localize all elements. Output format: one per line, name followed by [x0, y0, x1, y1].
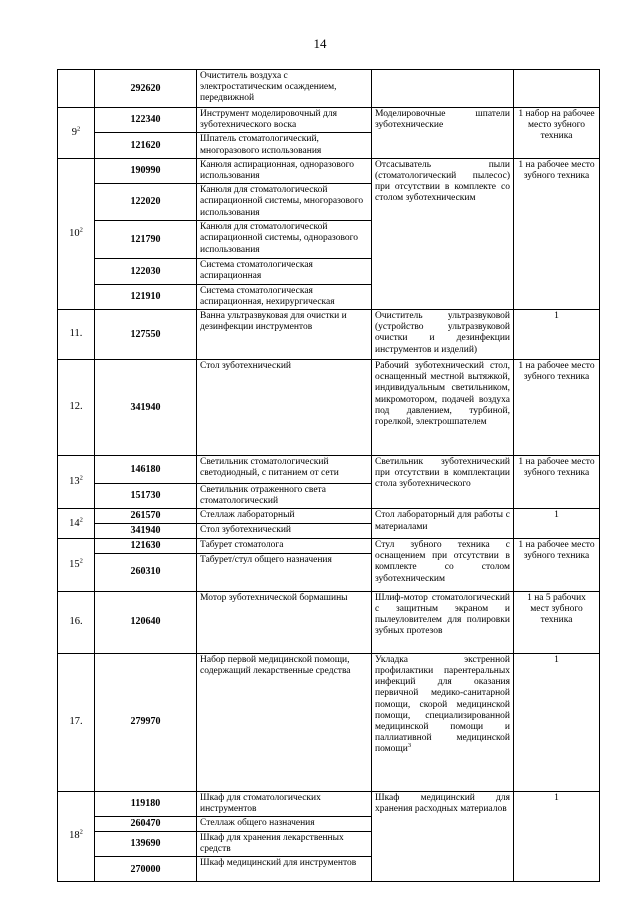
name-cell: Набор первой медицинской помощи, содержащий лекарственные средства: [197, 653, 372, 791]
code-cell: 121630: [95, 539, 197, 554]
quantity-cell: 1: [514, 310, 600, 360]
row-number-cell: $13^2$: [58, 456, 95, 509]
quantity-cell: 1 набор на рабочее место зубного техника: [514, 108, 600, 159]
code-cell: 127550: [95, 310, 197, 360]
quantity-cell: 1: [514, 509, 600, 539]
requirement-cell: Очиститель ультразвуковой (устройство ультразвуковой очистки и дезинфекции инструментов и изделий): [372, 310, 514, 360]
row-number-cell: $15^2$: [58, 539, 95, 592]
code-cell: 121790: [95, 221, 197, 259]
requirement-cell: [372, 70, 514, 108]
name-cell: Светильник отраженного света стоматологический: [197, 484, 372, 509]
requirement-cell: Отсасыватель пыли (стоматологический пылесос) при отсутствии в комплекте со столом зуботехническим: [372, 158, 514, 309]
code-cell: 119180: [95, 791, 197, 816]
code-cell: 279970: [95, 653, 197, 791]
code-cell: 121620: [95, 133, 197, 158]
code-cell: 260470: [95, 817, 197, 832]
name-cell: Мотор зуботехнической бормашины: [197, 591, 372, 653]
row-number-cell: $10^2$: [58, 158, 95, 309]
table-row: [58, 70, 600, 108]
code-cell: 151730: [95, 484, 197, 509]
code-cell: 122340: [95, 108, 197, 133]
code-cell: 190990: [95, 158, 197, 183]
requirement-cell: Светильник зуботехнический при отсутствии в комплектации стола зуботехнического: [372, 456, 514, 509]
table-row: [58, 509, 600, 524]
quantity-cell: 1: [514, 653, 600, 791]
row-number-cell: $9^2$: [58, 108, 95, 159]
row-number-cell: $14^2$: [58, 509, 95, 539]
code-cell: 122020: [95, 184, 197, 221]
code-cell: 260310: [95, 553, 197, 591]
quantity-cell: 1: [514, 791, 600, 882]
quantity-cell: 1 на рабочее место зубного техника: [514, 360, 600, 456]
requirement-cell: Шкаф медицинский для хранения расходных материалов: [372, 791, 514, 882]
table-row: [58, 108, 600, 133]
quantity-cell: 1 на рабочее место зубного техника: [514, 456, 600, 509]
name-cell: Светильник стоматологический светодиодный, с питанием от сети: [197, 456, 372, 484]
name-cell: Табурет/стул общего назначения: [197, 553, 372, 591]
row-number-cell: 16.: [58, 591, 95, 653]
equipment-table: [57, 69, 600, 882]
code-cell: 261570: [95, 509, 197, 524]
name-cell: Канюля для стоматологической аспирационной системы, одноразового использования: [197, 221, 372, 259]
page-number: 14: [313, 36, 327, 51]
requirement-cell: Шлиф-мотор стоматологический с защитным экраном и пылеуловителем для полировки зубных протезов: [372, 591, 514, 653]
table-row: [58, 591, 600, 653]
name-cell: Канюля для стоматологической аспирационной системы, многоразового использования: [197, 184, 372, 221]
name-cell: Шкаф для стоматологических инструментов: [197, 791, 372, 816]
code-cell: 341940: [95, 360, 197, 456]
row-number-cell: 11.: [58, 310, 95, 360]
name-cell: Инструмент моделировочный для зуботехнического воска: [197, 108, 372, 133]
code-cell: 270000: [95, 857, 197, 882]
code-cell: 292620: [95, 70, 197, 108]
name-cell: Стеллаж общего назначения: [197, 817, 372, 832]
row-number-cell: $18^2$: [58, 791, 95, 882]
table-row: [58, 456, 600, 484]
table-row: [58, 310, 600, 360]
name-cell: Система стоматологическая аспирационная, нехирургическая: [197, 284, 372, 309]
requirement-cell: Рабочий зуботехнический стол, оснащенный местной вытяжкой, индивидуальным светильником, микромотором, подачей воздуха под давлением, турбиной, горелкой, электрошпателем: [372, 360, 514, 456]
requirement-cell: Стул зубного техника с оснащением при отсутствии в комплекте со столом зуботехническим: [372, 539, 514, 592]
name-cell: Система стоматологическая аспирационная: [197, 259, 372, 284]
code-cell: 121910: [95, 284, 197, 309]
name-cell: Стол зуботехнический: [197, 360, 372, 456]
table-row: [58, 539, 600, 554]
code-cell: 122030: [95, 259, 197, 284]
name-cell: Ванна ультразвуковая для очистки и дезинфекции инструментов: [197, 310, 372, 360]
quantity-cell: 1 на 5 рабочих мест зубного техника: [514, 591, 600, 653]
row-number-cell: [58, 70, 95, 108]
table-row: [58, 360, 600, 456]
name-cell: Стол зуботехнический: [197, 524, 372, 539]
table-row: [58, 653, 600, 791]
row-number-cell: 12.: [58, 360, 95, 456]
name-cell: Табурет стоматолога: [197, 539, 372, 554]
requirement-cell: Стол лабораторный для работы с материалами: [372, 509, 514, 539]
name-cell: Стеллаж лабораторный: [197, 509, 372, 524]
name-cell: Очиститель воздуха с электростатическим осаждением, передвижной: [197, 70, 372, 108]
requirement-cell: Укладка экстренной профилактики парентеральных инфекций для оказания первичной медико-санитарной помощи, скорой медицинской помощи, специализированной медицинской помощи и паллиативной медицинской помощи$^3$: [372, 653, 514, 791]
code-cell: 341940: [95, 524, 197, 539]
table-row: [58, 158, 600, 183]
name-cell: Шпатель стоматологический, многоразового использования: [197, 133, 372, 158]
code-cell: 120640: [95, 591, 197, 653]
code-cell: 146180: [95, 456, 197, 484]
quantity-cell: [514, 70, 600, 108]
quantity-cell: 1 на рабочее место зубного техника: [514, 158, 600, 309]
requirement-cell: Моделировочные шпатели зуботехнические: [372, 108, 514, 159]
row-number-cell: 17.: [58, 653, 95, 791]
table-row: [58, 791, 600, 816]
code-cell: 139690: [95, 832, 197, 857]
name-cell: Шкаф для хранения лекарственных средств: [197, 832, 372, 857]
quantity-cell: 1 на рабочее место зубного техника: [514, 539, 600, 592]
name-cell: Канюля аспирационная, одноразового использования: [197, 158, 372, 183]
name-cell: Шкаф медицинский для инструментов: [197, 857, 372, 882]
